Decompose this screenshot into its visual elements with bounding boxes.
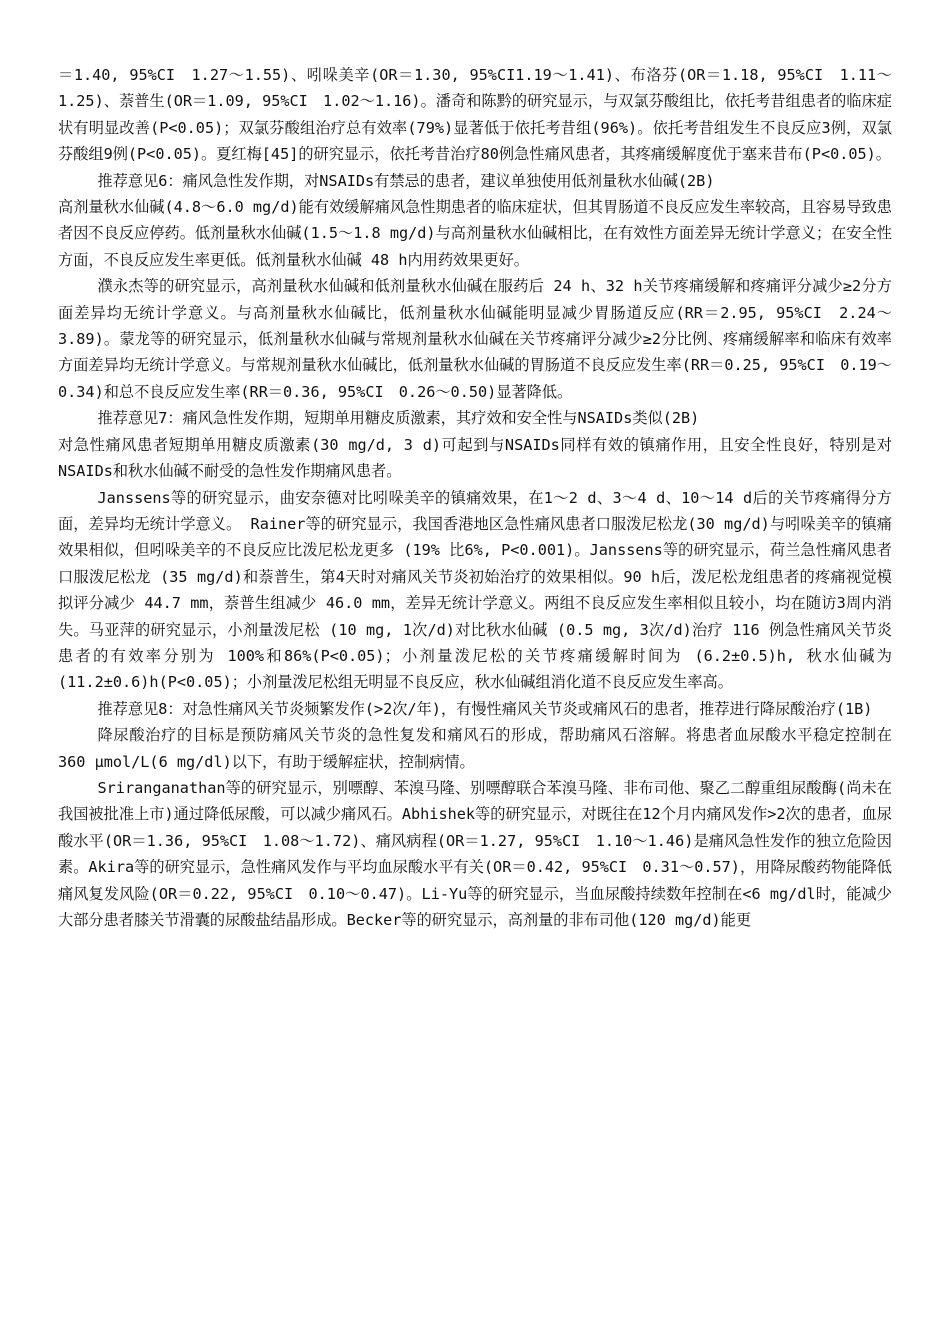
paragraph-colchicine-dose: 高剂量秋水仙碱(4.8～6.0 mg/d)能有效缓解痛风急性期患者的临床症状，但其胃肠道不良反应发生率较高，且容易导致患者因不良反应停药。低剂量秋水仙碱(1.5～1.8 mg/d)与高剂量秋水仙碱相比，在有效性方面差异无统计学意义；在安全性方面，不良反应发生率更低。低剂量秋水仙碱 48 h内用药效果更好。 [58, 198, 892, 269]
paragraph-urate-lowering-studies: Sriranganathan等的研究显示，别嘌醇、苯溴马隆、别嘌醇联合苯溴马隆、非布司他、聚乙二醇重组尿酸酶(尚未在我国被批准上市)通过降低尿酸，可以减少痛风石。Abhishek等的研究显示，对既往在12个月内痛风发作>2次的患者，血尿酸水平(OR＝1.36, 95%CI 1.08～1.72)、痛风病程(OR＝1.27, 95%CI 1.10～1.46)是痛风急性发作的独立危险因素。Akira等的研究显示，急性痛风发作与平均血尿酸水平有关(OR＝0.42, 95%CI 0.31～0.57)，用降尿酸药物能降低痛风复发风险(OR＝0.22, 95%CI 0.10～0.47)。Li-Yu等的研究显示，当血尿酸持续数年控制在<6 mg/dl时，能减少大部分患者膝关节滑囊的尿酸盐结晶形成。Becker等的研究显示，高剂量的非布司他(120 mg/d)能更 [58, 778, 892, 929]
recommendation-8: 推荐意见8：对急性痛风关节炎频繁发作(>2次/年)，有慢性痛风关节炎或痛风石的患者，推荐进行降尿酸治疗(1B) [97, 699, 873, 718]
paragraph-nsaid-comparison: ＝1.40, 95%CI 1.27～1.55)、吲哚美辛(OR＝1.30, 95%CI1.19～1.41)、布洛芬(OR＝1.18, 95%CI 1.11～1.25)、萘普生(OR＝1.09, 95%CI 1.02～1.16)。潘奇和陈黔的研究显示，与双氯芬酸组比，依托考昔组患者的临床症状有明显改善(P<0.05)；双氯芬酸组治疗总有效率(79%)显著低于依托考昔组(96%)。依托考昔组发生不良反应3例，双氯芬酸组9例(P<0.05)。夏红梅[45]的研究显示，依托考昔治疗80例急性痛风患者，其疼痛缓解度优于塞来昔布(P<0.05)。 [58, 66, 892, 164]
paragraph-urate-lowering-goal: 降尿酸治疗的目标是预防痛风关节炎的急性复发和痛风石的形成，帮助痛风石溶解。将患者血尿酸水平稳定控制在 360 μmol/L(6 mg/dl)以下，有助于缓解症状，控制病情。 [58, 726, 892, 771]
paragraph-colchicine-studies: 濮永杰等的研究显示，高剂量秋水仙碱和低剂量秋水仙碱在服药后 24 h、32 h关节疼痛缓解和疼痛评分减少≥2分方面差异均无统计学意义。与高剂量秋水仙碱比，低剂量秋水仙碱能明显减少胃肠道反应(RR＝2.95, 95%CI 2.24～3.89)。蒙龙等的研究显示，低剂量秋水仙碱与常规剂量秋水仙碱在关节疼痛评分减少≥2分比例、疼痛缓解率和临床有效率方面差异均无统计学意义。与常规剂量秋水仙碱比，低剂量秋水仙碱的胃肠道不良反应发生率(RR＝0.25, 95%CI 0.19～0.34)和总不良反应发生率(RR＝0.36, 95%CI 0.26～0.50)显著降低。 [58, 277, 892, 401]
recommendation-6: 推荐意见6：痛风急性发作期，对NSAIDs有禁忌的患者，建议单独使用低剂量秋水仙碱(2B) [97, 171, 715, 190]
paragraph-glucocorticoid-summary: 对急性痛风患者短期单用糖皮质激素(30 mg/d, 3 d)可起到与NSAIDs同样有效的镇痛作用，且安全性良好，特别是对NSAIDs和秋水仙碱不耐受的急性发作期痛风患者。 [58, 435, 892, 481]
recommendation-7: 推荐意见7：痛风急性发作期，短期单用糖皮质激素，其疗效和安全性与NSAIDs类似(2B) [97, 409, 700, 428]
paragraph-glucocorticoid-studies: Janssens等的研究显示，曲安奈德对比吲哚美辛的镇痛效果，在1～2 d、3～4 d、10～14 d后的关节疼痛得分方面，差异均无统计学意义。 Rainer等的研究显示，我国香港地区急性痛风患者口服泼尼松龙(30 mg/d)与吲哚美辛的镇痛效果相似，但吲哚美辛的不良反应比泼尼松龙更多 (19% 比6%, P<0.001)。Janssens等的研究显示，荷兰急性痛风患者口服泼尼松龙 (35 mg/d)和萘普生，第4天时对痛风关节炎初始治疗的效果相似。90 h后，泼尼松龙组患者的疼痛视觉模拟评分减少 44.7 mm，萘普生组减少 46.0 mm，差异无统计学意义。两组不良反应发生率相似且较小，均在随访3周内消失。马亚萍的研究显示，小剂量泼尼松 (10 mg, 1次/d)对比秋水仙碱 (0.5 mg, 3次/d)治疗 116 例急性痛风关节炎患者的有效率分别为 100%和86%(P<0.05)；小剂量泼尼松的关节疼痛缓解时间为 (6.2±0.5)h, 秋水仙碱为(11.2±0.6)h(P<0.05)；小剂量泼尼松组无明显不良反应，秋水仙碱组消化道不良反应发生率高。 [58, 488, 892, 692]
